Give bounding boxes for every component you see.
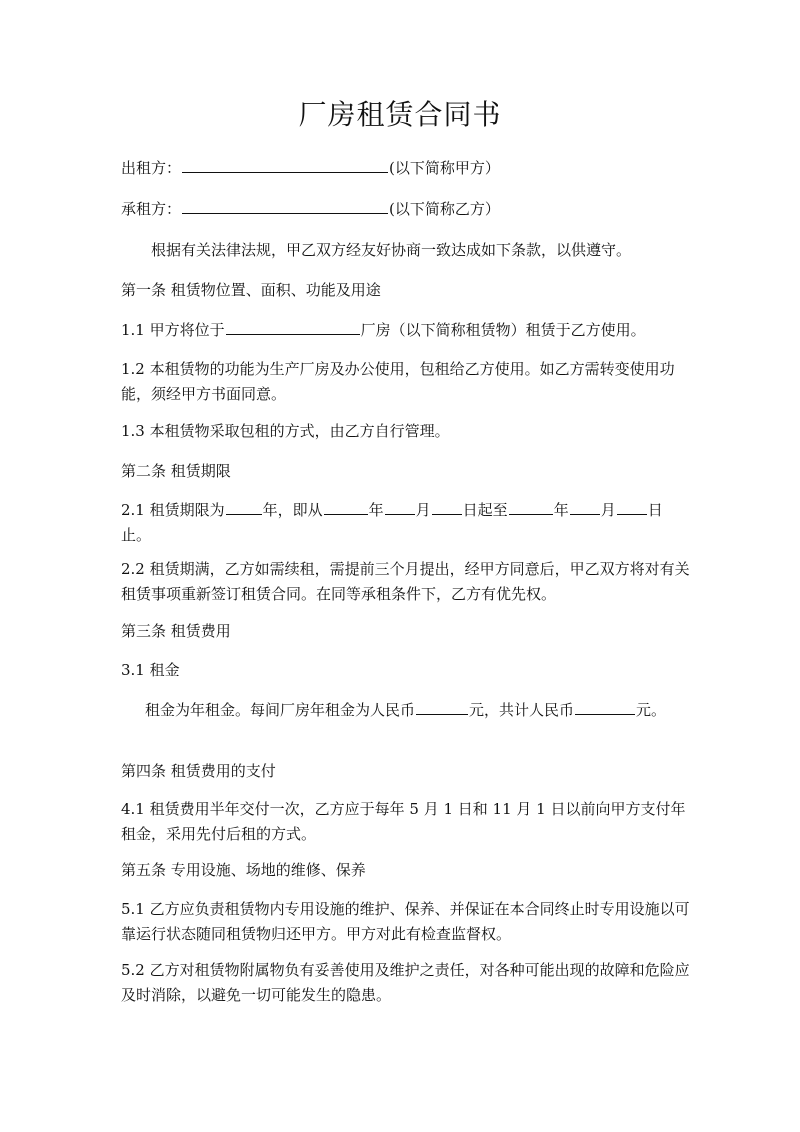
intro-paragraph: 根据有关法律法规，甲乙双方经友好协商一致达成如下条款，以供遵守。 <box>151 241 632 259</box>
start-month-blank[interactable] <box>385 498 415 515</box>
clause-2-1-text-a: 2.1 租赁期限为 <box>121 501 225 519</box>
clause-5-2: 5.2 乙方对租赁物附属物负有妥善使用及维护之责任，对各种可能出现的故障和危险应及时消除，以避免一切可能发生的隐患。 <box>121 961 690 1004</box>
lessor-line <box>121 156 691 181</box>
end-day-blank[interactable] <box>617 498 647 515</box>
clause-2-1-text-b: 年，即从 <box>262 501 323 519</box>
document-title: 厂房租赁合同书 <box>298 98 502 131</box>
lessee-line <box>121 197 691 222</box>
clause-2-1-text-d: 月 <box>415 501 431 519</box>
clause-1-1-prefix: 1.1 甲方将位于 <box>121 321 225 339</box>
article1-heading: 第一条 租赁物位置、面积、功能及用途 <box>121 281 381 299</box>
end-year-blank[interactable] <box>509 498 553 515</box>
lessor-label: 出租方： <box>121 159 182 177</box>
clause-2-1 <box>121 498 691 548</box>
start-day-blank[interactable] <box>432 498 462 515</box>
location-blank[interactable] <box>226 318 360 335</box>
article5-heading: 第五条 专用设施、场地的维修、保养 <box>121 861 366 879</box>
end-month-blank[interactable] <box>570 498 600 515</box>
clause-2-1-text-end: 日止。 <box>121 501 663 544</box>
rent-text-end: 元。 <box>636 701 667 719</box>
clause-1-1 <box>121 318 691 343</box>
article4-heading: 第四条 租赁费用的支付 <box>121 762 276 780</box>
lessee-label: 承租方： <box>121 200 182 218</box>
clause-2-1-text-c: 年 <box>368 501 384 519</box>
clause-1-3: 1.3 本租赁物采取包租的方式，由乙方自行管理。 <box>121 422 450 440</box>
rent-total-blank[interactable] <box>575 698 635 715</box>
clause-1-2: 1.2 本租赁物的功能为生产厂房及办公使用，包租给乙方使用。如乙方需转变使用功能，须经甲方书面同意。 <box>121 360 675 403</box>
clause-2-2: 2.2 租赁期满，乙方如需续租，需提前三个月提出，经甲方同意后，甲乙双方将对有关租赁事项重新签订租赁合同。在同等承租条件下，乙方有优先权。 <box>121 560 690 603</box>
lessee-suffix: (以下简称乙方） <box>389 200 500 218</box>
rent-paragraph <box>121 698 691 723</box>
clause-1-1-suffix: 厂房（以下简称租赁物）租赁于乙方使用。 <box>360 321 646 339</box>
article2-heading: 第二条 租赁期限 <box>121 462 231 480</box>
clause-3-1: 3.1 租金 <box>121 661 180 679</box>
lessor-name-blank[interactable] <box>182 156 388 173</box>
clause-2-1-text-e: 日起至 <box>462 501 508 519</box>
lessor-suffix: (以下简称甲方） <box>389 159 500 177</box>
clause-2-1-text-f: 年 <box>553 501 569 519</box>
lessee-name-blank[interactable] <box>182 197 388 214</box>
start-year-blank[interactable] <box>324 498 368 515</box>
lease-years-blank[interactable] <box>226 498 262 515</box>
clause-4-1: 4.1 租赁费用半年交付一次，乙方应于每年 5 月 1 日和 11 月 1 日以前向甲方支付年租金，采用先付后租的方式。 <box>121 800 686 843</box>
rent-text-b: 元，共计人民币 <box>469 701 575 719</box>
rent-per-unit-blank[interactable] <box>416 698 468 715</box>
article3-heading: 第三条 租赁费用 <box>121 622 231 640</box>
clause-2-1-text-g: 月 <box>600 501 616 519</box>
rent-text-a: 租金为年租金。每间厂房年租金为人民币 <box>145 701 416 719</box>
clause-5-1: 5.1 乙方应负责租赁物内专用设施的维护、保养、并保证在本合同终止时专用设施以可靠运行状态随同租赁物归还甲方。甲方对此有检查监督权。 <box>121 900 690 943</box>
